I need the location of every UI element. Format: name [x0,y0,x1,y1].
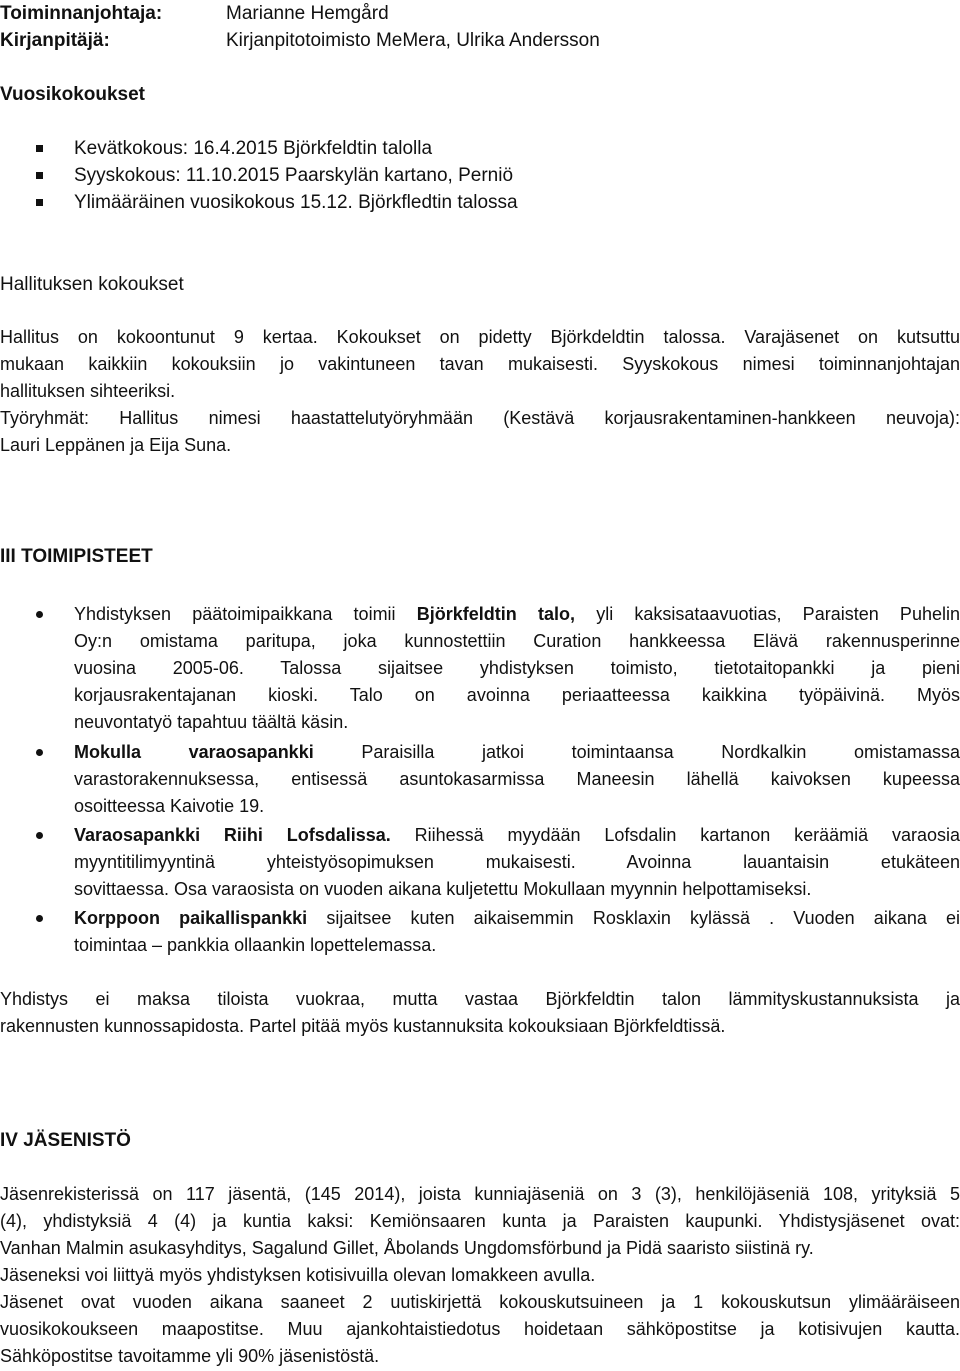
board-meetings-heading: Hallituksen kokoukset [0,274,184,295]
annual-meetings-heading: Vuosikokoukset [0,84,146,105]
location-line: myyntitilimyyntinä yhteistyösopimuksen mukaisesti. Avoinna lauantaisin etukäteen [74,852,960,872]
location-item-korppoo [74,905,960,959]
members-line: Jäsenet ovat vuoden aikana saaneet 2 uutiskirjettä kokouskutsuineen ja 1 kokouskutsun ylimääräiseen [0,1292,960,1312]
text: Paraisilla jatkoi toimintaansa Nordkalkin omistamassa [313,742,960,762]
members-line: (4), yhdistyksiä 4 (4) ja kuntia kaksi: Kemiönsaaren kunta ja Paraisten kaupunki. Yhdistysjäsenet ovat: [0,1211,960,1231]
annual-meeting-item: Syyskokous: 11.10.2015 Paarskylän kartano, Perniö [74,165,514,186]
members-heading: IV JÄSENISTÖ [0,1130,131,1151]
round-bullet-icon [36,749,43,756]
board-line: Lauri Leppänen ja Eija Suna. [0,435,232,455]
locations-footer [0,986,960,1040]
members-line: Jäseneksi voi liittyä myös yhdistyksen kotisivuilla olevan lomakkeen avulla. [0,1265,596,1285]
text: yli kaksisataavuotias, Paraisten Puhelin [574,604,960,624]
square-bullet-icon [36,145,43,152]
square-bullet-icon [36,199,43,206]
location-line: toimintaa – pankkia ollaankin lopettelemassa. [74,935,437,955]
location-line: osoitteessa Kaivotie 19. [74,796,265,816]
board-line: Hallitus on kokoontunut 9 kertaa. Kokoukset on pidetty Björkdeldtin talossa. Varajäsenet on kutsuttu [0,327,960,347]
round-bullet-icon [36,915,43,922]
text: sijaitsee kuten aikaisemmin Rosklaxin kylässä . Vuoden aikana ei [307,908,960,928]
location-line [74,822,960,849]
board-line: hallituksen sihteeriksi. [0,381,176,401]
round-bullet-icon [36,611,43,618]
bold-text: Mokulla varaosapankki [74,742,314,762]
location-item-riihi [74,822,960,903]
location-line: vuosina 2005-06. Talossa sijaitsee yhdistyksen toimisto, tietotaitopankki ja pieni [74,658,960,678]
locations-heading: III TOIMIPISTEET [0,546,153,567]
members-line: Jäsenrekisterissä on 117 jäsentä, (145 2014), joista kunniajäseniä on 3 (3), henkilöjäseniä 108, yrityksiä 5 [0,1184,960,1204]
location-line [74,739,960,766]
locations-footer-line: rakennusten kunnossapidosta. Partel pitää myös kustannuksita kokouksiaan Björkfeldtissä. [0,1016,726,1036]
board-line: Työryhmät: Hallitus nimesi haastattelutyöryhmään (Kestävä korjausrakentaminen-hankkeen neuvoja): [0,408,960,428]
locations-footer-line: Yhdistys ei maksa tiloista vuokraa, mutta vastaa Björkfeldtin talon lämmityskustannuksista ja [0,989,960,1009]
location-line: korjausrakentajanan kioski. Talo on avoinna periaatteessa kaikkina työpäivinä. Myös [74,685,960,705]
location-item-main-office [74,601,960,736]
round-bullet-icon [36,832,43,839]
ceo-label: Toiminnanjohtaja: [0,3,163,24]
members-line: Vanhan Malmin asukasyhditys, Sagalund Gillet, Åbolands Ungdomsförbund ja Pidä saaristo siistinä ry. [0,1238,814,1258]
board-meetings-body [0,324,960,459]
annual-meeting-item: Ylimääräinen vuosikokous 15.12. Björkfledtin talossa [74,192,518,213]
bookkeeper-value: Kirjanpitotoimisto MeMera, Ulrika Andersson [226,30,600,51]
ceo-value: Marianne Hemgård [226,3,389,24]
location-line: neuvontatyö tapahtuu täältä käsin. [74,712,349,732]
location-line [74,601,960,628]
location-line: varastorakennuksessa, entisessä asuntokasarmissa Maneesin lähellä kaivoksen kupeessa [74,769,960,789]
location-item-mokulla [74,739,960,820]
location-line: sovittaessa. Osa varaosista on vuoden aikana kuljetettu Mokullaan myynnin helpottamiseksi. [74,879,812,899]
bold-text: Björkfeldtin talo, [416,604,575,624]
location-line [74,905,960,932]
square-bullet-icon [36,172,43,179]
text: Riihessä myydään Lofsdalin kartanon keräämiä varaosia [390,825,960,845]
annual-meeting-item: Kevätkokous: 16.4.2015 Björkfeldtin talolla [74,138,433,159]
members-line: Sähköpostitse tavoitamme yli 90% jäsenistöstä. [0,1346,380,1366]
members-body [0,1181,960,1370]
bookkeeper-label: Kirjanpitäjä: [0,30,110,51]
members-line: vuosikokoukseen maapostitse. Muu ajankohtaistiedotus hoidetaan sähköpostitse ja kotisivujen kautta. [0,1319,960,1339]
text: Yhdistyksen päätoimipaikkana toimii [74,604,417,624]
bold-text: Varaosapankki Riihi Lofsdalissa. [74,825,391,845]
location-line: Oy:n omistama paritupa, joka kunnostettiin Curation hankkeessa Elävä rakennusperinne [74,631,960,651]
bold-text: Korppoon paikallispankki [74,908,308,928]
board-line: mukaan kaikkiin kokouksiin jo vakintuneen tavan mukaisesti. Syyskokous nimesi toiminnanjohtajan [0,354,960,374]
